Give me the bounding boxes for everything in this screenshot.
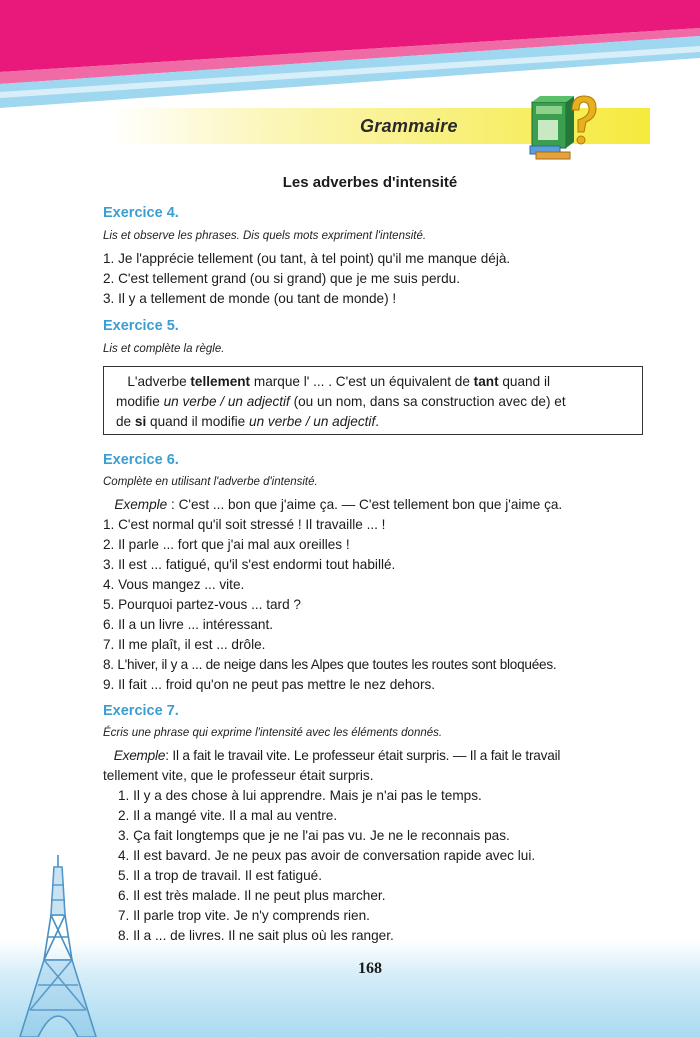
- books-question-icon: [528, 88, 598, 160]
- exercise-6-item: 1. C'est normal qu'il soit stressé ! Il travaille ... !: [103, 517, 386, 532]
- rule-text: quand il: [498, 374, 550, 389]
- exercise-7-item: 8. Il a ... de livres. Il ne sait plus où les ranger.: [118, 928, 394, 943]
- exercise-6-item: 4. Vous mangez ... vite.: [103, 577, 245, 592]
- rule-keyword-tant: tant: [473, 374, 499, 389]
- rule-keyword-si: si: [134, 414, 147, 429]
- section-title: Les adverbes d'intensité: [282, 174, 458, 191]
- exercise-6-instruction: Complète en utilisant l'adverbe d'intensité.: [103, 476, 318, 488]
- exercise-7-item: 6. Il est très malade. Il ne peut plus marcher.: [118, 888, 386, 903]
- exercise-6-item: 7. Il me plaît, il est ... drôle.: [103, 637, 266, 652]
- exercise-4-item: 1. Je l'apprécie tellement (ou tant, à tel point) qu'il me manque déjà.: [103, 251, 511, 266]
- rule-line-2: [116, 392, 632, 412]
- rule-text: quand il modifie: [146, 414, 250, 429]
- exercise-6-example: [103, 495, 648, 515]
- exercise-7-item: 3. Ça fait longtemps que je ne l'ai pas vu. Je ne le reconnais pas.: [118, 828, 510, 843]
- exercise-7-item: 1. Il y a des chose à lui apprendre. Mais je n'ai pas le temps.: [118, 788, 482, 803]
- exercise-6-title: Exercice 6.: [103, 452, 179, 468]
- rule-line-3: [116, 412, 632, 432]
- exercise-4-item: 2. C'est tellement grand (ou si grand) que je me suis perdu.: [103, 271, 460, 286]
- rule-keyword-tellement: tellement: [190, 374, 251, 389]
- rule-text: de: [116, 414, 135, 429]
- bottom-decorative-band: [0, 940, 700, 1037]
- rule-choice: un verbe / un adjectif: [163, 394, 290, 409]
- example-text: : Il a fait le travail vite. Le professeur était surpris. — Il a fait le travail: [165, 748, 561, 763]
- exercise-7-item: 7. Il parle trop vite. Je n'y comprends rien.: [118, 908, 370, 923]
- exercise-7-item: 4. Il est bavard. Je ne peux pas avoir de conversation rapide avec lui.: [118, 848, 536, 863]
- rule-text: marque l' ... . C'est un équivalent de: [250, 374, 474, 389]
- rule-choice: un verbe / un adjectif: [249, 414, 376, 429]
- eiffel-tower-icon: [18, 855, 98, 1037]
- page-number: 168: [358, 960, 382, 977]
- exercise-7-example-cont: tellement vite, que le professeur était surpris.: [103, 768, 374, 783]
- exercise-6-item: 2. Il parle ... fort que j'ai mal aux oreilles !: [103, 537, 350, 552]
- exercise-7-example: [103, 746, 648, 766]
- exercise-4-instruction: Lis et observe les phrases. Dis quels mots expriment l'intensité.: [103, 230, 427, 242]
- exercise-7-instruction: Écris une phrase qui exprime l'intensité avec les éléments donnés.: [103, 727, 443, 739]
- exercise-5-instruction: Lis et complète la règle.: [103, 343, 225, 355]
- exercise-7-item: 2. Il a mangé vite. Il a mal au ventre.: [118, 808, 338, 823]
- rule-text: .: [375, 414, 380, 429]
- exercise-4-title: Exercice 4.: [103, 205, 179, 221]
- example-label: Exemple: [114, 497, 168, 512]
- example-text: : C'est ... bon que j'aime ça. — C'est tellement bon que j'aime ça.: [167, 497, 563, 512]
- exercise-6-item: 8. L'hiver, il y a ... de neige dans les Alpes que toutes les routes sont bloquées.: [103, 657, 557, 672]
- exercise-6-item: 6. Il a un livre ... intéressant.: [103, 617, 274, 632]
- exercise-7-title: Exercice 7.: [103, 703, 179, 719]
- exercise-6-item: 5. Pourquoi partez-vous ... tard ?: [103, 597, 301, 612]
- header-title: Grammaire: [360, 116, 458, 136]
- exercise-4-item: 3. Il y a tellement de monde (ou tant de monde) !: [103, 291, 397, 306]
- grammar-rule-box: [103, 366, 643, 435]
- rule-text: (ou un nom, dans sa construction avec de) et: [289, 394, 566, 409]
- exercise-6-item: 3. Il est ... fatigué, qu'il s'est endormi tout habillé.: [103, 557, 396, 572]
- exercise-7-item: 5. Il a trop de travail. Il est fatigué.: [118, 868, 323, 883]
- exercise-5-title: Exercice 5.: [103, 318, 179, 334]
- exercise-6-item: 9. Il fait ... froid qu'on ne peut pas mettre le nez dehors.: [103, 677, 436, 692]
- rule-text: L'adverbe: [127, 374, 191, 389]
- rule-line-1: [116, 372, 632, 392]
- rule-text: modifie: [116, 394, 164, 409]
- example-label: Exemple: [113, 748, 166, 763]
